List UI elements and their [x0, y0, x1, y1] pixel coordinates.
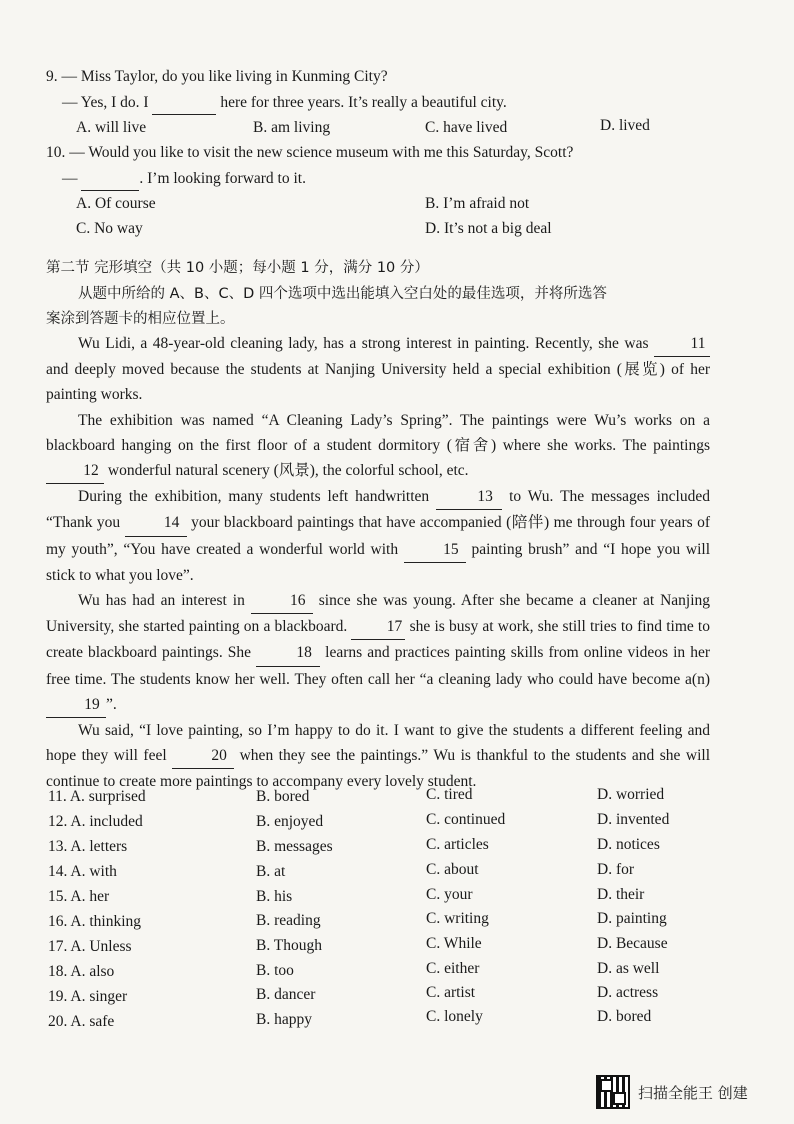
q17-option-d: D. Because: [597, 935, 668, 952]
scanner-brand-text: 扫描全能王 创建: [638, 1083, 748, 1102]
q14-option-a: 14. A. with: [48, 863, 117, 880]
q10-response: [62, 168, 306, 191]
q19-option-b: B. dancer: [256, 986, 316, 1003]
q20-option-a: 20. A. safe: [48, 1013, 115, 1030]
passage-text: The exhibition was named “A Cleaning Lady’s Spring”. The paintings were Wu’s works on a blackboard hanging on the first floor of a student dormitory (宿舍) where she works. The paintings: [46, 411, 710, 454]
q15-option-c: C. your: [426, 886, 473, 903]
q10-option-d: D. It’s not a big deal: [425, 220, 552, 237]
q20-option-c: C. lonely: [426, 1008, 483, 1025]
q10-prompt: 10. — Would you like to visit the new science museum with me this Saturday, Scott?: [46, 144, 574, 161]
q15-option-b: B. his: [256, 888, 293, 905]
q12-option-a: 12. A. included: [48, 813, 143, 830]
q18-option-a: 18. A. also: [48, 963, 115, 980]
q15-option-d: D. their: [597, 886, 645, 903]
q10-option-c: C. No way: [76, 220, 143, 237]
q9-blank: [152, 92, 216, 115]
blank-17: 17: [351, 614, 405, 640]
q13-option-a: 13. A. letters: [48, 838, 128, 855]
q17-option-c: C. While: [426, 935, 482, 952]
q9-response-end: here for three years. It’s really a beautiful city.: [216, 94, 507, 111]
q20-option-b: B. happy: [256, 1011, 312, 1028]
q18-option-b: B. too: [256, 962, 294, 979]
blank-11: 11: [654, 331, 710, 357]
section-instruction-line2: 案涂到答题卡的相应位置上。: [46, 311, 235, 327]
q15-option-a: 15. A. her: [48, 888, 110, 905]
section-title: 第二节 完形填空（共 10 小题；每小题 1 分，满分 10 分）: [46, 260, 429, 276]
passage-text: and deeply moved because the students at Nanjing University held a special exhibition (展览) of her painting works.: [46, 361, 710, 404]
q14-option-b: B. at: [256, 863, 286, 880]
q16-option-b: B. reading: [256, 912, 321, 929]
q10-option-a: A. Of course: [76, 195, 156, 212]
q17-option-b: B. Though: [256, 937, 323, 954]
q18-option-d: D. as well: [597, 960, 660, 977]
scanner-watermark: [596, 1075, 748, 1109]
q12-option-b: B. enjoyed: [256, 813, 324, 830]
passage-text: since she was young. After she became a cleaner at Nanjing University, she started painting on a blackboard.: [46, 592, 711, 636]
q9-option-c: C. have lived: [425, 119, 508, 136]
passage-paragraph-3: [46, 484, 710, 588]
blank-13: 13: [436, 484, 502, 510]
q9-response: [62, 92, 507, 115]
passage-text: to Wu. The messages included “Thank you: [46, 488, 710, 532]
q12-option-d: D. invented: [597, 811, 670, 828]
q16-option-c: C. writing: [426, 910, 489, 927]
blank-20: 20: [172, 743, 234, 769]
qr-code-icon: [596, 1075, 630, 1109]
q18-option-c: C. either: [426, 960, 480, 977]
passage-text: she is busy at work, she still tries to find time to create blackboard paintings. She: [46, 618, 710, 662]
passage-text: painting brush” and “I hope you will stick to what you love”.: [46, 540, 710, 584]
q11-option-a: 11. A. surprised: [48, 788, 146, 805]
q13-option-b: B. messages: [256, 838, 333, 855]
blank-16: 16: [251, 588, 313, 614]
blank-14: 14: [125, 510, 187, 536]
passage-text: ”.: [106, 695, 117, 713]
q9-option-d: D. lived: [600, 117, 650, 134]
passage-paragraph-2: [46, 408, 710, 485]
passage-text: learns and practices painting skills from online videos in her free time. The students know her well. They often call her “a cleaning lady who could have become a(n): [46, 644, 710, 688]
q9-option-b: B. am living: [253, 119, 331, 136]
q10-blank: [81, 168, 139, 191]
passage-text: Wu said, “I love painting, so I’m happy to do it. I want to give the students a different feeling and hope they will feel: [46, 722, 710, 765]
q17-option-a: 17. A. Unless: [48, 938, 132, 955]
q19-option-d: D. actress: [597, 984, 659, 1001]
q10-option-b: B. I’m afraid not: [425, 195, 530, 212]
q14-option-c: C. about: [426, 861, 479, 878]
q10-response-start: —: [62, 170, 82, 187]
q9-prompt: 9. — Miss Taylor, do you like living in Kunming City?: [46, 68, 388, 85]
blank-18: 18: [256, 640, 320, 666]
q10-response-end: . I’m looking forward to it.: [139, 170, 306, 187]
blank-12: 12: [46, 458, 104, 484]
passage-text: your blackboard paintings that have accompanied (陪伴) me through four years of my youth”, “You have created a wonderful world with: [46, 514, 710, 558]
passage-text: Wu Lidi, a 48-year-old cleaning lady, has a strong interest in painting. Recently, she was: [78, 335, 654, 352]
passage-text: when they see the paintings.” Wu is thankful to the students and she will continue to create more paintings to accompany every lovely student.: [46, 747, 710, 791]
q9-response-start: — Yes, I do. I: [62, 94, 153, 111]
q9-option-a: A. will live: [76, 119, 147, 136]
passage-text: Wu has had an interest in: [78, 592, 251, 610]
blank-15: 15: [404, 537, 466, 563]
section-instruction-line1: 从题中所给的 A、B、C、D 四个选项中选出能填入空白处的最佳选项，并将所选答: [78, 286, 607, 302]
q14-option-d: D. for: [597, 861, 635, 878]
passage-text: wonderful natural scenery (风景), the colorful school, etc.: [104, 462, 469, 480]
passage-paragraph-4: [46, 588, 710, 718]
q19-option-a: 19. A. singer: [48, 988, 128, 1005]
q20-option-d: D. bored: [597, 1008, 652, 1025]
q11-option-b: B. bored: [256, 788, 310, 805]
q11-option-d: D. worried: [597, 786, 665, 803]
passage-paragraph-1: [46, 331, 710, 408]
q11-option-c: C. tired: [426, 786, 473, 803]
q16-option-d: D. painting: [597, 910, 667, 927]
q12-option-c: C. continued: [426, 811, 506, 828]
passage-text: During the exhibition, many students left handwritten: [78, 488, 437, 506]
blank-19: 19: [46, 692, 106, 718]
q19-option-c: C. artist: [426, 984, 476, 1001]
cloze-passage: [46, 331, 710, 795]
q13-option-c: C. articles: [426, 836, 489, 853]
q13-option-d: D. notices: [597, 836, 660, 853]
q16-option-a: 16. A. thinking: [48, 913, 142, 930]
